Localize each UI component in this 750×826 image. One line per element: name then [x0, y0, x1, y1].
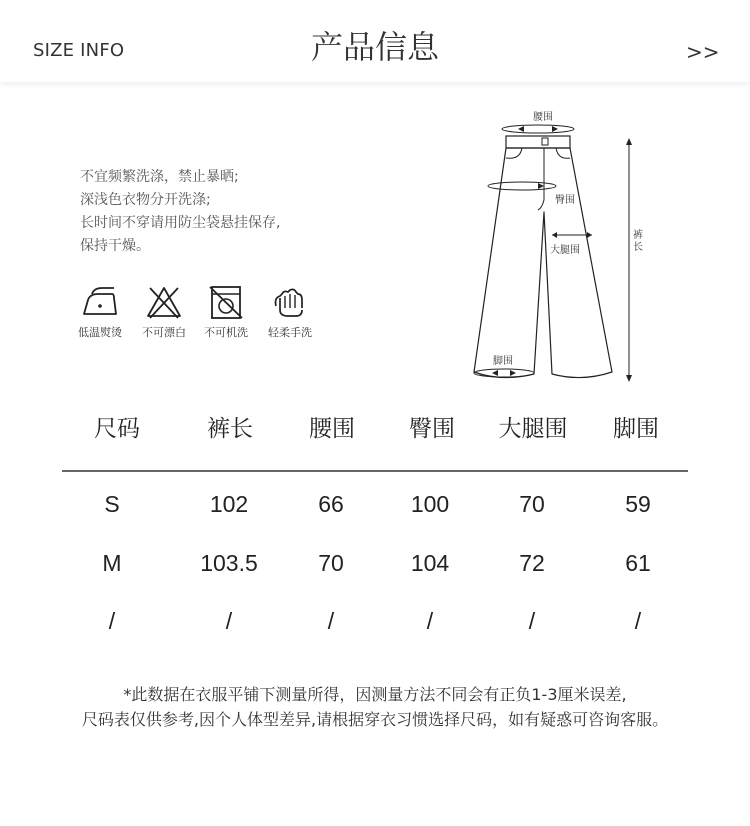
header-cell-length: 裤长 — [207, 416, 253, 442]
care-label: 轻柔手洗 — [268, 326, 312, 339]
care-item-handwash — [260, 284, 320, 340]
header-cell-waist: 腰围 — [309, 416, 355, 442]
care-line: 不宜频繁洗涤，禁止暴晒; — [80, 169, 239, 185]
care-label: 不可机洗 — [204, 326, 248, 339]
size-info-label: SIZE INFO — [33, 40, 125, 61]
iron-low-temp-icon — [78, 284, 122, 320]
care-label: 不可漂白 — [142, 326, 186, 339]
table-cell: 66 — [318, 491, 344, 517]
care-label: 低温熨烫 — [78, 326, 122, 339]
measurement-note — [0, 682, 750, 732]
hip-label: 臀围 — [555, 195, 575, 206]
table-divider — [62, 470, 688, 472]
table-cell: / — [426, 608, 434, 634]
care-item-bleach — [134, 284, 194, 340]
table-header — [62, 410, 688, 450]
table-cell: / — [225, 608, 233, 634]
header-cell-size: 尺码 — [94, 416, 140, 442]
table-cell: / — [327, 608, 335, 634]
table-cell: S — [104, 491, 120, 517]
next-arrow[interactable]: >> — [686, 40, 720, 64]
pants-diagram — [462, 100, 652, 394]
table-cell: / — [634, 608, 642, 634]
care-line: 长时间不穿请用防尘袋悬挂保存, — [80, 215, 281, 231]
note-line: 尺码表仅供参考,因个人体型差异,请根据穿衣习惯选择尺码，如有疑惑可咨询客服。 — [81, 710, 669, 729]
table-cell: 70 — [519, 491, 545, 517]
care-instructions — [80, 166, 280, 258]
table-cell: / — [108, 608, 116, 634]
thigh-label: 大腿围 — [550, 245, 580, 256]
length-label: 裤长 — [633, 230, 643, 253]
table-cell: M — [102, 550, 122, 576]
hem-label: 脚围 — [493, 356, 513, 367]
table-row — [62, 550, 688, 590]
table-cell: 59 — [625, 491, 651, 517]
table-cell: 61 — [625, 550, 651, 576]
page-title: 产品信息 — [310, 28, 439, 66]
no-machine-wash-icon — [204, 284, 248, 320]
header-cell-hip: 臀围 — [409, 416, 455, 442]
table-row — [62, 491, 688, 531]
care-line: 保持干燥。 — [80, 238, 150, 254]
header-cell-thigh: 大腿围 — [498, 416, 568, 442]
table-cell: 100 — [410, 491, 450, 517]
table-cell: 103.5 — [200, 550, 258, 576]
care-item-iron — [70, 284, 130, 340]
table-row — [62, 608, 688, 648]
waist-label: 腰围 — [533, 112, 553, 123]
care-item-machine — [196, 284, 256, 340]
page-header — [0, 0, 750, 82]
table-cell: 102 — [209, 491, 249, 517]
table-cell: 72 — [519, 550, 545, 576]
table-cell: 70 — [318, 550, 344, 576]
table-cell: / — [528, 608, 536, 634]
header-cell-hem: 脚围 — [613, 416, 659, 442]
table-cell: 104 — [410, 550, 450, 576]
note-line: *此数据在衣服平铺下测量所得，因测量方法不同会有正负1-3厘米误差, — [123, 685, 627, 704]
hand-wash-icon — [268, 284, 312, 320]
no-bleach-icon — [142, 284, 186, 320]
care-line: 深浅色衣物分开洗涤; — [80, 192, 211, 208]
